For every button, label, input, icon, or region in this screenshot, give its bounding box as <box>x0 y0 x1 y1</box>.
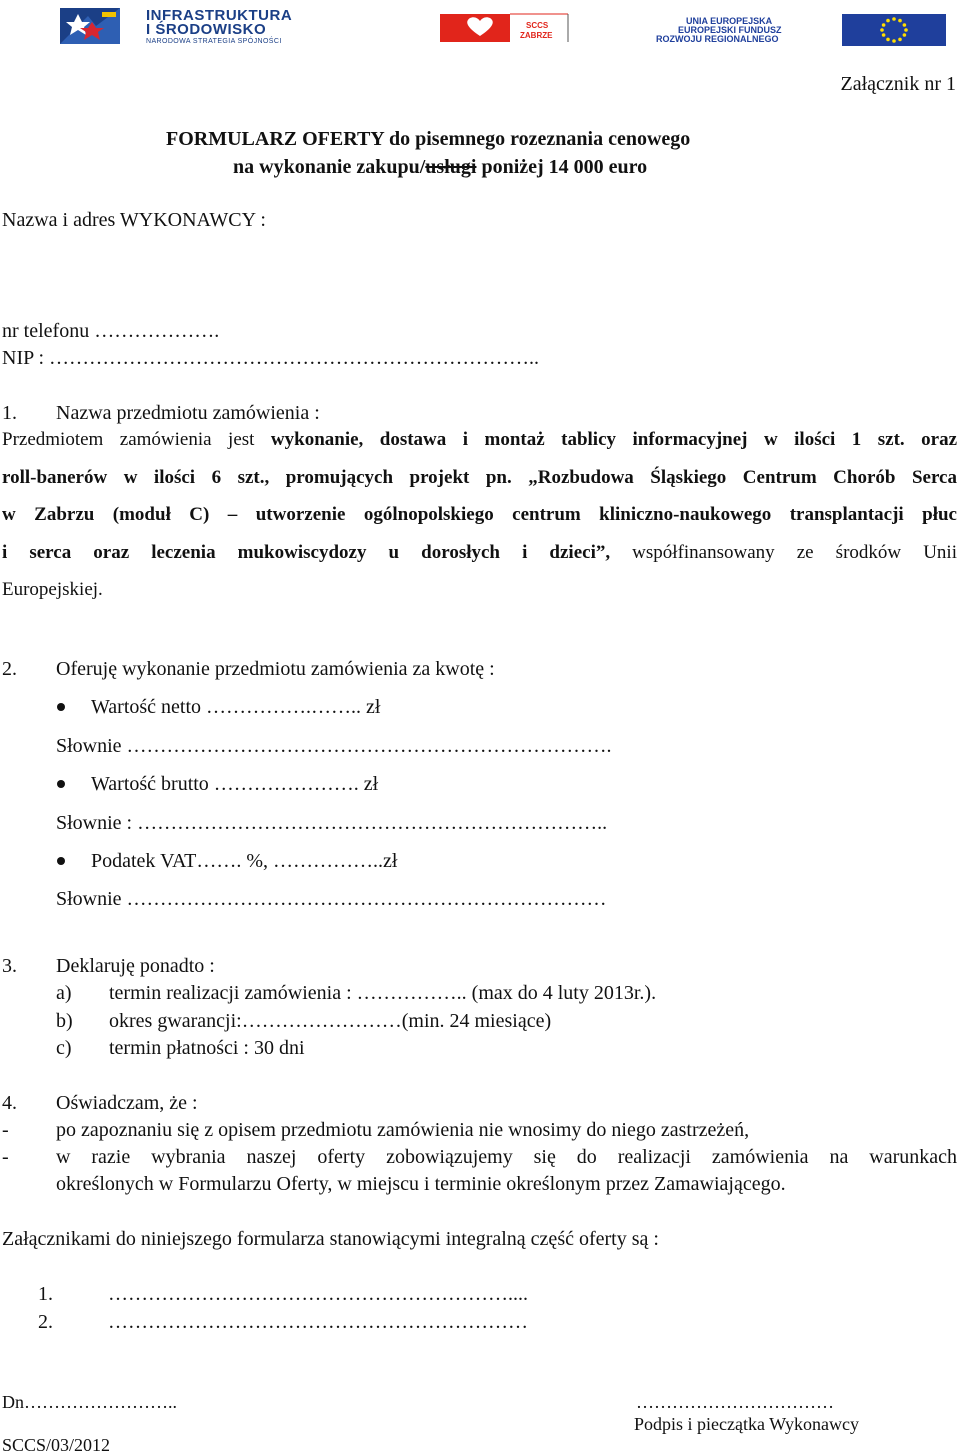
contractor-label: Nazwa i adres WYKONAWCY : <box>2 209 266 231</box>
attachments-heading: Załącznikami do niniejszego formularza stanowiącymi integralną część oferty są : <box>2 1228 659 1250</box>
s1-line1-normal: Przedmiotem zamówienia jest <box>2 429 271 450</box>
in-words-gross: Słownie : …………………………………………………………….. <box>56 812 608 834</box>
signature-dots: …………………………… <box>636 1392 834 1412</box>
s1-line4-normal: współfinansowany ze środków Unii <box>610 542 957 563</box>
s1-line1-bold: wykonanie, dostawa i montaż tablicy informacyjnej w ilości 1 szt. oraz <box>270 429 958 450</box>
infrastruktura-line2: I ŚRODOWISKO <box>146 21 267 38</box>
bullet-icon <box>57 780 65 788</box>
title-part1: na wykonanie zakupu/ <box>233 156 426 178</box>
sccs-city-text: ZABRZE <box>520 31 553 40</box>
statement-2-line2: określonych w Formularzu Oferty, w miejscu i terminie określonym przez Zamawiającego. <box>56 1173 786 1195</box>
section1-line5: Europejskiej. <box>2 579 103 600</box>
section2-heading: Oferuję wykonanie przedmiotu zamówienia za kwotę : <box>56 658 495 680</box>
signature-label: Podpis i pieczątka Wykonawcy <box>634 1414 860 1434</box>
eu-logo <box>652 12 948 48</box>
in-words-vat: Słownie ……………………………………………………………… <box>56 888 607 910</box>
warranty-period: okres gwarancji:……………………(min. 24 miesiące) <box>109 1010 552 1032</box>
section3-number: 3. <box>2 955 17 977</box>
section4-heading: Oświadczam, że : <box>56 1092 198 1114</box>
dash-marker: - <box>2 1119 9 1141</box>
item-a-label: a) <box>56 982 72 1004</box>
in-words-net: Słownie ………………………………………………………………. <box>56 735 612 757</box>
gross-value-field: Wartość brutto …………………. zł <box>91 773 379 795</box>
phone-field: nr telefonu ………………. <box>2 320 220 342</box>
eu-line1: UNIA EUROPEJSKA <box>686 16 773 26</box>
completion-term: termin realizacji zamówienia : …………….. (max do 4 luty 2013r.). <box>109 982 657 1004</box>
document-reference: SCCS/03/2012 <box>2 1435 111 1455</box>
title-struck-word: usługi <box>425 156 477 178</box>
item-c-label: c) <box>56 1037 72 1059</box>
payment-term: termin płatności : 30 dni <box>109 1037 305 1059</box>
attachment-1-field: …………………………………………………….... <box>108 1283 528 1305</box>
section1-line1 <box>2 428 957 452</box>
item-b-label: b) <box>56 1010 73 1032</box>
infrastruktura-logo <box>58 2 388 48</box>
title-part3: poniżej 14 000 euro <box>476 156 648 178</box>
s1-line4-bold: i serca oraz leczenia mukowiscydozy u dorosłych i dzieci”, <box>2 542 611 563</box>
heart-icon <box>440 12 572 46</box>
section1-line2: roll-banerów w ilości 6 szt., promujących projekt pn. „Rozbudowa Śląskiego Centrum Chorób Serca <box>2 467 957 488</box>
section4-number: 4. <box>2 1092 17 1114</box>
section2-number: 2. <box>2 658 17 680</box>
bullet-icon <box>57 857 65 865</box>
bullet-icon <box>57 703 65 711</box>
attachment-2-number: 2. <box>38 1311 53 1333</box>
net-value-field: Wartość netto …………….…….. zł <box>91 696 381 718</box>
sccs-logo <box>440 12 572 46</box>
infrastruktura-line1: INFRASTRUKTURA <box>146 7 293 24</box>
dash-marker: - <box>2 1146 9 1168</box>
eu-flag-icon <box>842 14 946 46</box>
eu-line2: EUROPEJSKI FUNDUSZ <box>678 25 782 35</box>
form-title-line2 <box>233 155 647 179</box>
sccs-text: SCCS <box>526 21 549 30</box>
section3-heading: Deklaruję ponadto : <box>56 955 215 977</box>
date-field: Dn…………………….. <box>2 1392 177 1412</box>
attachment-1-number: 1. <box>38 1283 53 1305</box>
infrastruktura-emblem-icon <box>58 2 124 48</box>
section1-heading: Nazwa przedmiotu zamówienia : <box>56 402 320 424</box>
section1-line4 <box>2 541 957 565</box>
section1-line3: w Zabrzu (moduł C) – utworzenie ogólnopolskiego centrum kliniczno-naukowego transplantacji płuc <box>2 504 957 525</box>
statement-2-line1: w razie wybrania naszej oferty zobowiązujemy się do realizacji zamówienia na warunkach <box>56 1146 957 1168</box>
form-title-line1: FORMULARZ OFERTY do pisemnego rozeznania cenowego <box>166 128 691 150</box>
vat-field: Podatek VAT……. %, ……………..zł <box>91 850 398 872</box>
infrastruktura-line3: NARODOWA STRATEGIA SPÓJNOŚCI <box>146 38 282 45</box>
statement-1: po zapoznaniu się z opisem przedmiotu zamówienia nie wnosimy do niego zastrzeżeń, <box>56 1119 750 1141</box>
eu-line3: ROZWOJU REGIONALNEGO <box>656 34 779 44</box>
nip-field: NIP : ……………………………………………………………….. <box>2 347 540 369</box>
attachment-label: Załącznik nr 1 <box>840 73 956 95</box>
attachment-2-field: ……………………………………………………… <box>108 1311 528 1333</box>
section1-number: 1. <box>2 402 17 424</box>
